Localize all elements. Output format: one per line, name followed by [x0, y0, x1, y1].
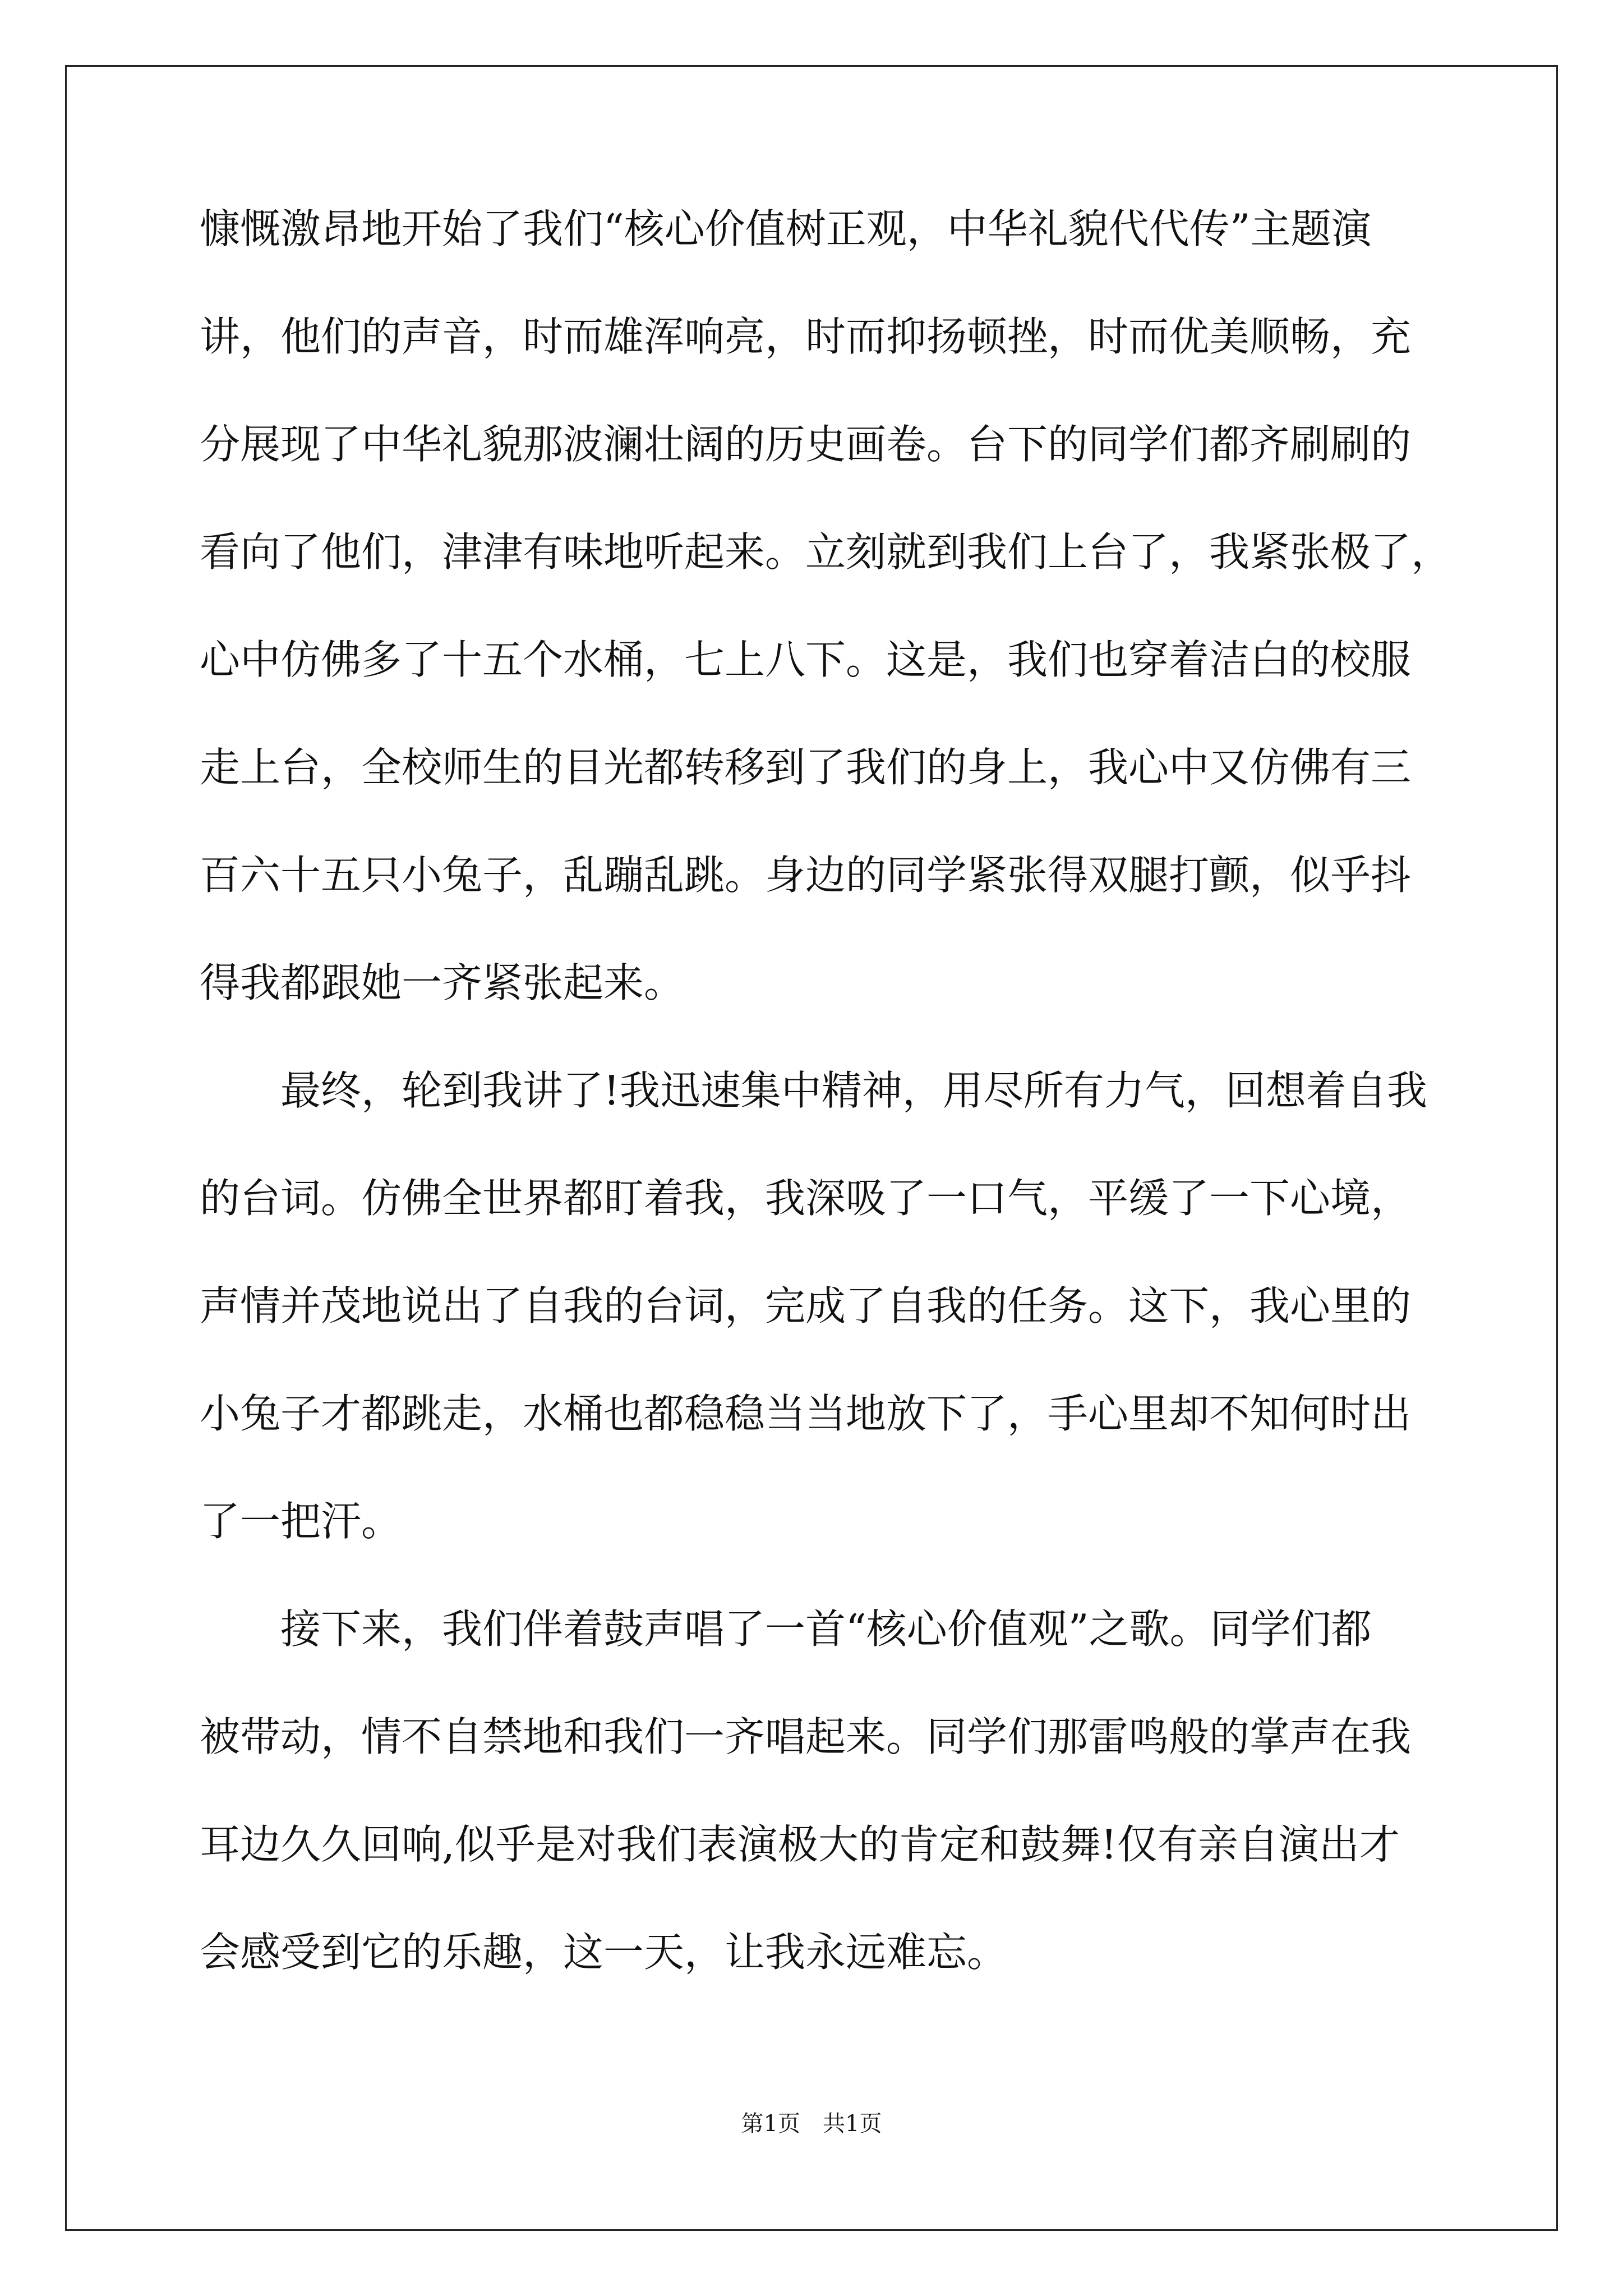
page-border	[65, 65, 1558, 2231]
page-number: 第1页 共1页	[741, 2111, 882, 2137]
text-line: 得我都跟她一齐紧张起来。	[200, 959, 685, 1006]
text-line: 看向了他们，津津有味地听起来。立刻就到我们上台了，我紧张极了，	[200, 528, 1452, 576]
text-line: 了一把汗。	[200, 1498, 402, 1545]
text-line: 百六十五只小兔子，乱蹦乱跳。身边的同学紧张得双腿打颤，似乎抖	[200, 852, 1412, 899]
text-line: 慷慨激昂地开始了我们“核心价值树正观，中华礼貌代代传”主题演	[200, 205, 1372, 252]
text-line: 小兔子才都跳走，水桶也都稳稳当当地放下了，手心里却不知何时出	[200, 1390, 1412, 1437]
text-line: 心中仿佛多了十五个水桶，七上八下。这是，我们也穿着洁白的校服	[200, 636, 1412, 683]
text-line: 声情并茂地说出了自我的台词，完成了自我的任务。这下，我心里的	[200, 1282, 1412, 1329]
text-line: 分展现了中华礼貌那波澜壮阔的历史画卷。台下的同学们都齐刷刷的	[200, 421, 1412, 468]
text-line: 的台词。仿佛全世界都盯着我，我深吸了一口气，平缓了一下心境，	[200, 1175, 1412, 1222]
text-line: 接下来，我们伴着鼓声唱了一首“核心价值观”之歌。同学们都	[200, 1605, 1372, 1653]
text-line: 耳边久久回响,似乎是对我们表演极大的肯定和鼓舞!仅有亲自演出才	[200, 1821, 1400, 1868]
text-line: 讲，他们的声音，时而雄浑响亮，时而抑扬顿挫，时而优美顺畅，充	[200, 313, 1412, 360]
text-line: 走上台，全校师生的目光都转移到了我们的身上，我心中又仿佛有三	[200, 744, 1412, 791]
text-line: 被带动，情不自禁地和我们一齐唱起来。同学们那雷鸣般的掌声在我	[200, 1713, 1412, 1760]
text-line: 会感受到它的乐趣，这一天，让我永远难忘。	[200, 1929, 1008, 1976]
text-line: 最终，轮到我讲了!我迅速集中精神，用尽所有力气，回想着自我	[200, 1067, 1427, 1114]
